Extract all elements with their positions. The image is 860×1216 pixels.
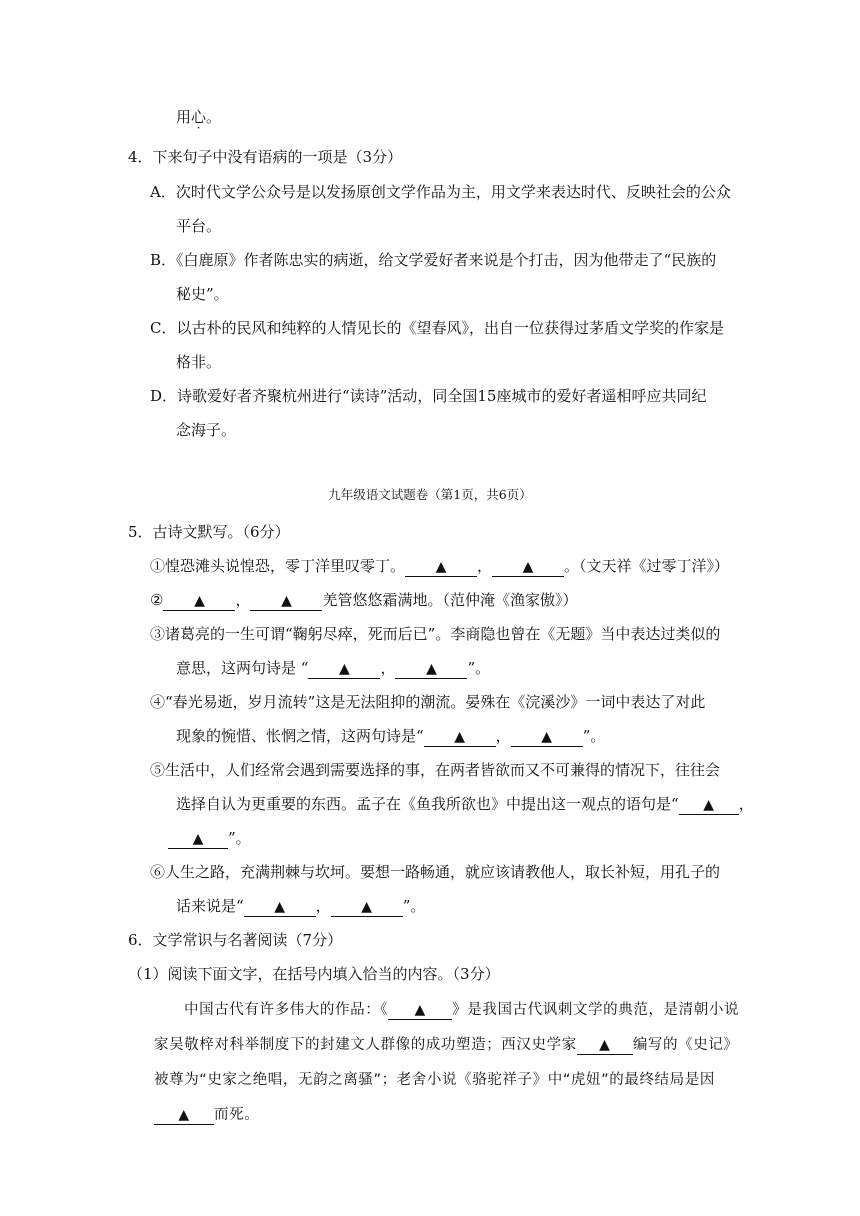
q5-item-2	[150, 590, 577, 611]
q5-item-4-comma: ，	[495, 727, 511, 745]
q4-stem: 4．下来句子中没有语病的一项是（3分）	[128, 148, 403, 166]
q5-item-2-comma: ，	[235, 591, 251, 609]
q3-tail	[176, 107, 221, 127]
q5-item-4-line2	[176, 726, 605, 747]
answer-blank[interactable]	[154, 1106, 214, 1125]
blank-triangle-icon: ▲	[274, 899, 286, 915]
q4-option-a-line1: A．次时代文学公众号是以发扬原创文学作品为主，用文学来表达时代、反映社会的公众	[150, 183, 731, 201]
q5-item-1-comma: ，	[477, 557, 493, 575]
answer-blank[interactable]	[308, 659, 380, 679]
q5-item-1-source: 。（文天祥《过零丁洋》）	[564, 557, 730, 575]
q5-item-3-text: 意思，这两句诗是 “	[176, 659, 309, 677]
q6-passage-text: 中国古代有许多伟大的作品：《	[184, 1002, 389, 1018]
answer-blank[interactable]	[395, 659, 467, 679]
blank-triangle-icon: ▲	[435, 559, 447, 575]
blank-triangle-icon: ▲	[426, 661, 437, 677]
q6-passage-line2	[154, 1035, 739, 1055]
q5-item-4-text: 现象的惋惜、怅惘之情，这两句诗是“	[176, 727, 424, 745]
q6-stem: 6．文学常识与名著阅读（7分）	[128, 931, 343, 949]
page-footer: 九年级语文试题卷（第1页，共6页）	[328, 487, 532, 502]
blank-triangle-icon: ▲	[599, 1037, 611, 1053]
q3-tail-char: 。	[206, 108, 222, 126]
q4-option-d-line2: 念海子。	[176, 421, 237, 439]
q4-option-c-line2: 格非。	[176, 353, 222, 371]
answer-blank[interactable]	[331, 897, 403, 917]
blank-triangle-icon: ▲	[178, 1107, 190, 1123]
answer-blank[interactable]	[424, 727, 496, 747]
answer-blank[interactable]	[577, 1036, 633, 1055]
blank-triangle-icon: ▲	[194, 593, 205, 609]
blank-triangle-icon: ▲	[339, 661, 350, 677]
q5-item-4-line1: ④“春光易逝，岁月流转”这是无法阻抑的潮流。晏殊在《浣溪沙》一词中表达了对此	[150, 693, 706, 711]
q5-item-1-text: ①惶恐滩头说惶恐，零丁洋里叹零丁。	[150, 557, 406, 575]
answer-blank[interactable]	[405, 557, 477, 577]
q5-item-5-end: ”。	[228, 829, 251, 847]
q5-item-5-line1: ⑤生活中，人们经常会遇到需要选择的事，在两者皆欲而又不可兼得的情况下，往往会	[150, 761, 721, 779]
answer-blank[interactable]	[244, 897, 316, 917]
q6-sub1: （1）阅读下面文字，在括号内填入恰当的内容。（3分）	[128, 965, 500, 983]
q5-item-6-end: ”。	[402, 897, 426, 915]
q4-option-a-line2: 平台。	[176, 217, 222, 235]
blank-triangle-icon: ▲	[281, 593, 292, 609]
q4-option-b-line1: B．《白鹿原》作者陈忠实的病逝，给文学爱好者来说是个打击，因为他带走了“民族的	[150, 251, 717, 269]
blank-triangle-icon: ▲	[541, 729, 553, 745]
q6-passage-line4	[154, 1105, 259, 1125]
q6-passage-line3: 被尊为“史家之绝唱，无韵之离骚”；老舍小说《骆驼祥子》中“虎妞”的最终结局是因	[154, 1072, 715, 1088]
q5-stem: 5．古诗文默写。（6分）	[128, 523, 290, 541]
q5-item-2-source: 羌管悠悠霜满地。（范仲淹《渔家傲》）	[322, 591, 578, 609]
q5-item-2-text: ②	[150, 591, 164, 609]
answer-blank[interactable]	[250, 591, 322, 611]
q4-option-c-line1: C．以古朴的民风和纯粹的人情见长的《望春风》，出自一位获得过茅盾文学奖的作家是	[150, 319, 724, 337]
q6-passage-line1	[184, 1000, 739, 1020]
q5-item-1	[150, 556, 729, 577]
q5-item-5-comma: ，	[738, 795, 754, 813]
q5-item-6-comma: ，	[315, 897, 331, 915]
q6-passage-text: 而死。	[214, 1107, 260, 1123]
q5-item-6-text: 话来说是“	[176, 897, 244, 915]
answer-blank[interactable]	[679, 795, 739, 815]
q5-item-3-comma: ，	[380, 659, 396, 677]
answer-blank[interactable]	[163, 591, 235, 611]
q3-tail-char: 用	[176, 108, 192, 126]
blank-triangle-icon: ▲	[414, 1002, 426, 1018]
q5-item-5-line3	[168, 828, 251, 849]
q5-item-5-text: 选择自认为更重要的东西。孟子在《鱼我所欲也》中提出这一观点的语句是“	[176, 795, 679, 813]
blank-triangle-icon: ▲	[522, 559, 534, 575]
emphasis-dot-char: 心	[191, 108, 207, 126]
blank-triangle-icon: ▲	[454, 729, 466, 745]
answer-blank[interactable]	[492, 557, 564, 577]
answer-blank[interactable]	[511, 727, 583, 747]
q5-item-3-line2	[176, 658, 490, 679]
blank-triangle-icon: ▲	[361, 899, 373, 915]
q5-item-6-line2	[176, 896, 425, 917]
q4-option-d-line1: D．诗歌爱好者齐聚杭州进行“读诗”活动，同全国15座城市的爱好者遥相呼应共同纪	[150, 387, 707, 405]
answer-blank[interactable]	[168, 829, 228, 849]
q4-option-b-line2: 秘史”。	[176, 285, 229, 303]
blank-triangle-icon: ▲	[192, 831, 204, 847]
q5-item-3-end: ”。	[467, 659, 491, 677]
q5-item-4-end: ”。	[582, 727, 606, 745]
q5-item-3-line1: ③诸葛亮的一生可谓“鞠躬尽瘁，死而后已”。李商隐也曾在《无题》当中表达过类似的	[150, 625, 721, 643]
q6-passage-text: 家吴敬梓对科举制度下的封建文人群像的成功塑造；西汉史学家	[154, 1037, 577, 1053]
blank-triangle-icon: ▲	[703, 797, 715, 813]
q5-item-5-line2	[176, 794, 754, 815]
q5-item-6-line1: ⑥人生之路，充满荆棘与坎坷。要想一路畅通，就应该请教他人，取长补短，用孔子的	[150, 863, 721, 881]
q6-passage-text: 》是我国古代讽刺文学的典范，是清朝小说	[452, 1002, 740, 1018]
q6-passage-text: 编写的《史记》	[632, 1037, 739, 1053]
answer-blank[interactable]	[388, 1001, 452, 1020]
